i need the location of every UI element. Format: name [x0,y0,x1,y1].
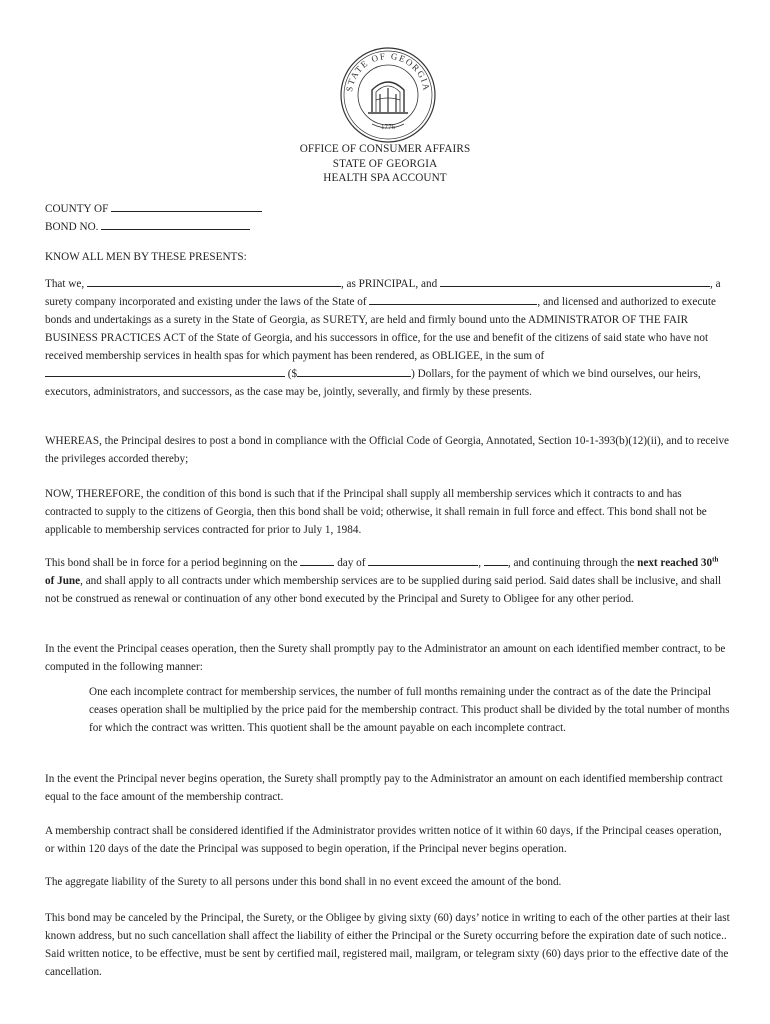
state-blank[interactable] [369,293,537,305]
paragraph-never-begins: In the event the Principal never begins operation, the Surety shall promptly pay to the Administrator an amount on each identified membership contract equal to the face amount of the membership contract. [45,773,723,803]
paragraph-whereas: WHEREAS, the Principal desires to post a bond in compliance with the Official Code of Georgia, Annotated, Section 10-1-393(b)(12)(ii), and to receive the privileges accorded thereby; [45,435,730,465]
para4-text: , [478,557,482,569]
county-blank[interactable] [111,200,262,212]
para4-bold: of June [45,575,81,587]
seal-ring-text: STATE OF GEORGIA [344,50,432,93]
paragraph-term [45,554,730,608]
para1-text: authorized to execute bonds and undertakings as a surety in the State of Georgia, as SURETY, are held and firmly bound unto the ADMINISTRATOR OF THE FAIR BUSINESS PRACTICES ACT of the State of Georgia, and his successors in office, for the use and benefit of the citizens of said state who have not received membership services in health spas for which payment has been rendered, as OBLIGEE, in the sum of [45,296,716,362]
para1-text: a surety company incorporated and existing under the laws of the State of [45,278,721,308]
paragraph-aggregate: The aggregate liability of the Surety to all persons under this bond shall in no event exceed the amount of the bond. [45,876,562,888]
principal-blank[interactable] [87,275,341,287]
para4-text: , and continuing through the [507,557,635,569]
bond-no-label: BOND NO. [45,221,99,233]
paragraph-parties [45,275,730,401]
county-label: COUNTY OF [45,203,109,215]
day-blank[interactable] [300,554,334,566]
header-account: HEALTH SPA ACCOUNT [323,172,447,184]
para4-text: , and shall apply to all contracts under which membership services are to be supplied during said period. Said dates shall be inclusive, and shall not be construed as renewal or continuation of any other bond executed by the Principal and Surety to Obligee for any other period. [45,575,722,605]
seal-year: 1776 [381,123,395,131]
header-office: OFFICE OF CONSUMER AFFAIRS [299,143,471,155]
para4-text: This bond shall be in force for a period beginning on the [45,557,298,569]
para4-sup: th [712,555,719,564]
paragraph-identified: A membership contract shall be considered identified if the Administrator provides written notice of it within 60 days, if the Principal ceases operation, or within 120 days of the date the Principal was supposed to begin operation, if the Principal never begins operation. [45,825,722,855]
paragraph-computation: One each incomplete contract for membership services, the number of full months remaining under the contract as of the date the Principal ceases operation shall be multiplied by the price paid for the membership contract. This product shall be divided by the total number of months for which the contract was written. This quotient shall be the amount payable on each incomplete contract. [89,686,730,734]
bond-no-field [45,218,730,236]
para1-text: That we, [45,278,85,290]
para4-bold: next reached 30 [637,557,713,569]
para1-text: ($ [287,368,298,380]
month-blank[interactable] [368,554,478,566]
para4-text: day of [337,557,366,569]
para1-text: , [709,278,713,290]
paragraph-condition: NOW, THEREFORE, the condition of this bond is such that if the Principal shall supply all membership services which it contracts to and has contracted to supply to the citizens of Georgia, then this bond shall be void; otherwise, it shall remain in full force and effect. This bond shall not be applicable to membership services contracted for prior to July 1, 1984. [45,488,707,536]
sum-amount-blank[interactable] [297,365,411,377]
para1-text: ) Dollars, for the payment of which we bind ourselves, our heirs, executors, administrators, and successors, as the case may be, jointly, severally, and firmly by these presents. [45,368,701,398]
bond-no-blank[interactable] [101,218,250,230]
sum-words-blank[interactable] [45,365,285,377]
para1-text: , and licensed and [537,296,618,308]
para1-text: , as PRINCIPAL, and [340,278,438,290]
paragraph-ceases: In the event the Principal ceases operation, then the Surety shall promptly pay to the Administrator an amount on each identified member contract, to be computed in the following manner: [45,643,726,673]
paragraph-cancellation: This bond may be canceled by the Principal, the Surety, or the Obligee by giving sixty (60) days’ notice in writing to each of the other parties at their last known address, but no such cancellation shall affect the liability of either the Principal or the Surety occurring before the expiration date of such notice.. Said written notice, to be effective, must be sent by certified mail, registered mail, mailgram, or telegram sixty (60) days prior to the effective date of the cancellation. [45,912,730,978]
document-header [0,142,770,186]
georgia-state-seal [334,46,442,144]
header-state: STATE OF GEORGIA [332,157,438,170]
surety-blank[interactable] [440,275,710,287]
year-blank[interactable] [484,554,508,566]
county-field [45,200,730,218]
intro-line: KNOW ALL MEN BY THESE PRESENTS: [45,251,247,263]
